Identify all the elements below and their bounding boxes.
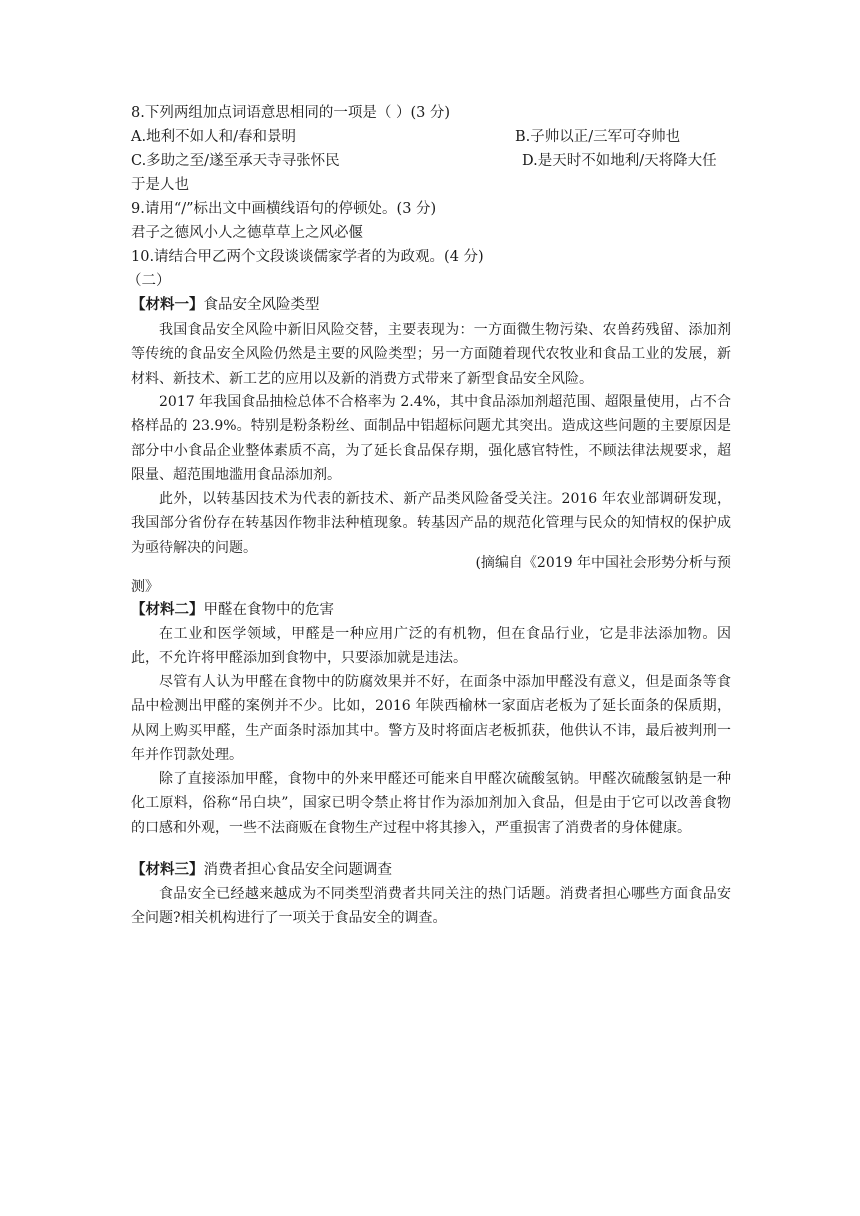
material-one-title: 食品安全风险类型: [203, 297, 320, 313]
material-two-title: 甲醛在食物中的危害: [203, 602, 334, 618]
material-one-paragraph-2: 2017 年我国食品抽检总体不合格率为 2.4%，其中食品添加剂超范围、超限量使用，占不合格样品的 23.9%。特别是粉条粉丝、面制品中铝超标问题尤其突出。造成这些问题的主要原因是部分中小食品企业整体素质不高，为了延长食品保存期，强化感官特性，不顾法律法规要求，超限量、超范围地滥用食品添加剂。: [131, 394, 731, 483]
material-one-heading: [131, 293, 731, 317]
material-one-paragraph-3: 此外，以转基因技术为代表的新技术、新产品类风险备受关注。2016 年农业部调研发现，我国部分省份存在转基因作物非法种植现象。转基因产品的规范化管理与民众的知情权的保护成为亟待解决的问题。: [131, 491, 731, 556]
q8-option-d: D.是天时不如地利/天将降大任: [522, 153, 717, 169]
q8-option-b: B.子帅以正/三军可夺帅也: [515, 129, 681, 145]
material-three-tag: 【材料三】: [131, 861, 204, 878]
material-two-paragraph-1: 在工业和医学领域，甲醛是一种应用广泛的有机物，但在食品行业，它是非法添加物。因此，不允许将甲醛添加到食物中，只要添加就是违法。: [131, 626, 731, 667]
q8-option-a: A.地利不如人和/春和景明: [131, 129, 296, 145]
material-one-tag: 【材料一】: [131, 296, 204, 313]
material-one-source: [131, 551, 731, 600]
material-three-paragraph-1: 食品安全已经越来越成为不同类型消费者共同关注的热门话题。消费者担心哪些方面食品安全问题?相关机构进行了一项关于食品安全的调查。: [131, 886, 731, 927]
material-three-title: 消费者担心食品安全问题调查: [203, 862, 392, 878]
material-two-heading: [131, 598, 731, 622]
material-two-paragraph-3: 除了直接添加甲醛，食物中的外来甲醛还可能来自甲醛次硫酸氢钠。甲醛次硫酸氢钠是一种化工原料，俗称“吊白块”，国家已明令禁止将甘作为添加剂加入食品，但是由于它可以改善食物的口感和外观，一些不法商贩在食物生产过程中将其掺入，严重损害了消费者的身体健康。: [131, 771, 731, 836]
material-one-source-line-1: (摘编自《2019 年中国社会形势分析与预: [475, 555, 731, 571]
material-one-paragraph-1: 我国食品安全风险中新旧风险交替，主要表现为：一方面微生物污染、农兽药残留、添加剂等传统的食品安全风险仍然是主要的风险类型；另一方面随着现代农牧业和食品工业的发展，新材料、新技术、新工艺的应用以及新的消费方式带来了新型食品安全风险。: [131, 322, 731, 387]
q9-stem: 9.请用“/”标出文中画横线语句的停顿处。(3 分): [131, 201, 437, 217]
section-label: （二）: [127, 273, 171, 289]
material-two-paragraph-2: 尽管有人认为甲醛在食物中的防腐效果并不好，在面条中添加甲醛没有意义，但是面条等食品中检测出甲醛的案例并不少。比如，2016 年陕西榆林一家面店老板为了延长面条的保质期，从网上购买甲醛，生产面条时添加其中。警方及时将面店老板抓获，他供认不讳，最后被判刑一年并作罚款处理。: [131, 674, 731, 763]
q8-stem: 8.下列两组加点词语意思相同的一项是（ ）(3 分): [131, 105, 451, 121]
q10-stem: 10.请结合甲乙两个文段谈谈儒家学者的为政观。(4 分): [131, 249, 484, 265]
material-two-tag: 【材料二】: [131, 601, 204, 618]
q8-option-c: C.多助之至/遂至承天寺寻张怀民: [131, 153, 340, 169]
q9-sentence: 君子之德风小人之德草草上之风必偃: [131, 225, 363, 241]
material-one-source-line-2: 测》: [131, 579, 159, 596]
material-three-heading: [131, 858, 731, 882]
q8-option-d-continued: 于是人也: [131, 177, 189, 193]
